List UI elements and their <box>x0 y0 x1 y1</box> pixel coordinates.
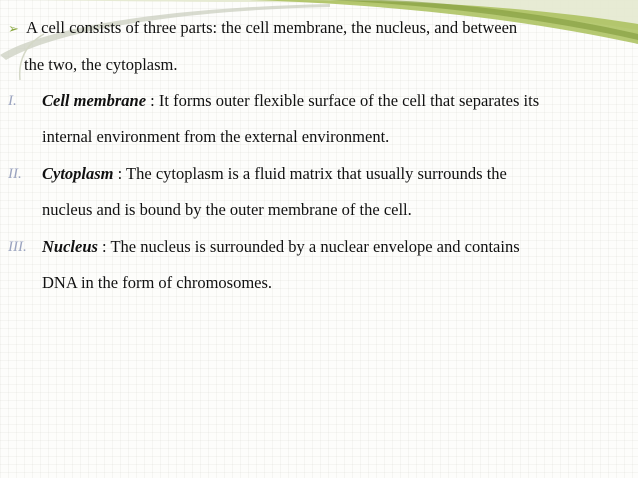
roman-numeral: I. <box>8 93 17 109</box>
definition-text-2: DNA in the form of chromosomes. <box>42 273 273 292</box>
term-label: Cytoplasm <box>42 164 114 183</box>
definition-text-1: : The cytoplasm is a fluid matrix that usually surrounds the <box>113 164 507 183</box>
roman-numeral: III. <box>8 239 27 255</box>
item-line-1 <box>42 229 636 265</box>
item-line-1 <box>42 156 636 192</box>
term-label: Cell membrane <box>42 91 147 110</box>
intro-line-1 <box>8 10 628 47</box>
definition-text-1: : It forms outer flexible surface of the cell that separates its <box>146 91 540 110</box>
intro-text-2: the two, the cytoplasm. <box>24 55 178 74</box>
item-line-1 <box>42 83 636 119</box>
definition-text-1: : The nucleus is surrounded by a nuclear envelope and contains <box>97 237 520 256</box>
term-label: Nucleus <box>42 237 98 256</box>
intro-paragraph <box>8 10 628 83</box>
arrow-bullet-icon: ➢ <box>8 21 19 36</box>
intro-text-1: A cell consists of three parts: the cell membrane, the nucleus, and between <box>26 18 518 37</box>
definition-text-2: nucleus and is bound by the outer membrane of the cell. <box>42 200 412 219</box>
item-text <box>42 83 636 155</box>
definition-text-2: internal environment from the external environment. <box>42 127 390 146</box>
item-text <box>42 156 636 228</box>
item-text <box>42 229 636 301</box>
roman-numeral: II. <box>8 166 22 182</box>
